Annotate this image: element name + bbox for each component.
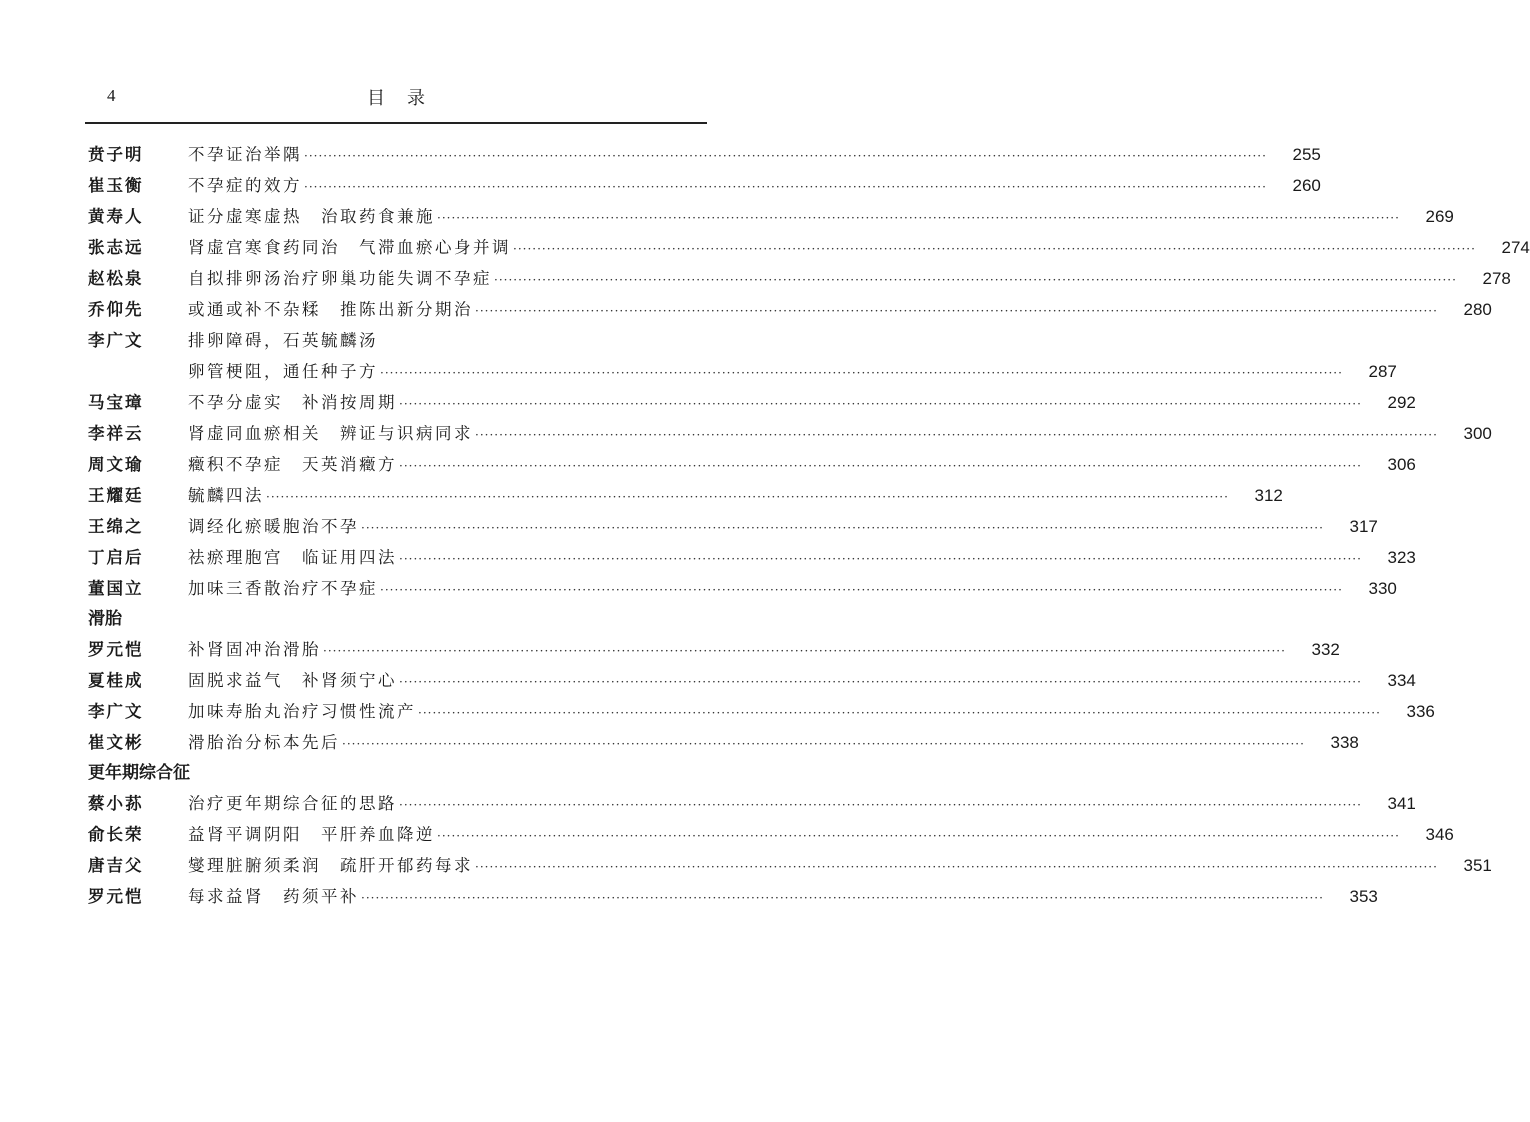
section-heading: 更年期综合征 bbox=[88, 763, 190, 783]
toc-entry bbox=[88, 418, 1492, 449]
entry-author: 俞长荣 bbox=[88, 825, 144, 844]
entry-title: 滑胎治分标本先后 bbox=[188, 733, 340, 752]
entry-author: 李广文 bbox=[88, 702, 144, 721]
entry-author: 董国立 bbox=[88, 579, 144, 598]
entry-title: 加味寿胎丸治疗习惯性流产 bbox=[188, 702, 416, 721]
toc-entry bbox=[88, 881, 1378, 912]
entry-page: 330 bbox=[1368, 579, 1397, 598]
entry-page: 287 bbox=[1368, 362, 1397, 381]
entry-title: 自拟排卵汤治疗卵巢功能失调不孕症 bbox=[188, 269, 492, 288]
entry-author: 崔玉衡 bbox=[88, 176, 144, 195]
header-rule bbox=[85, 122, 707, 124]
entry-author: 李广文 bbox=[88, 331, 144, 350]
toc-entry bbox=[88, 325, 708, 356]
entry-page: 353 bbox=[1349, 887, 1378, 906]
entry-author: 王耀廷 bbox=[88, 486, 144, 505]
entry-page: 336 bbox=[1406, 702, 1435, 721]
entry-page: 332 bbox=[1311, 640, 1340, 659]
entry-author: 丁启后 bbox=[88, 548, 144, 567]
toc-entry bbox=[88, 201, 1454, 232]
dot-leader: ········································································································································································································ bbox=[399, 459, 1362, 473]
entry-title: 肾虚同血瘀相关 辨证与识病同求 bbox=[188, 424, 473, 443]
toc-entry bbox=[88, 139, 1321, 170]
dot-leader: ········································································································································································································ bbox=[380, 366, 1343, 380]
toc-entry bbox=[88, 294, 1492, 325]
dot-leader: ········································································································································································································ bbox=[475, 428, 1438, 442]
toc-entry bbox=[88, 170, 1321, 201]
dot-leader: ········································································································································································································ bbox=[437, 829, 1400, 843]
page-number: 4 bbox=[107, 86, 116, 105]
dot-leader: ········································································································································································································ bbox=[266, 490, 1229, 504]
section-heading: 滑胎 bbox=[88, 609, 122, 629]
dot-leader: ········································································································································································································ bbox=[399, 397, 1362, 411]
entry-title: 排卵障碍，石英毓麟汤 bbox=[188, 331, 378, 350]
toc-entry bbox=[88, 665, 1416, 696]
entry-title: 祛瘀理胞宫 临证用四法 bbox=[188, 548, 397, 567]
entry-title: 毓麟四法 bbox=[188, 486, 264, 505]
entry-page: 269 bbox=[1425, 207, 1454, 226]
entry-author: 周文瑜 bbox=[88, 455, 144, 474]
entry-title: 证分虚寒虚热 治取药食兼施 bbox=[188, 207, 435, 226]
dot-leader: ········································································································································································································ bbox=[380, 583, 1343, 597]
entry-author: 张志远 bbox=[88, 238, 144, 257]
entry-author: 夏桂成 bbox=[88, 671, 144, 690]
toc-entry bbox=[88, 449, 1416, 480]
entry-title: 不孕分虚实 补消按周期 bbox=[188, 393, 397, 412]
entry-author: 崔文彬 bbox=[88, 733, 144, 752]
toc-entry bbox=[88, 542, 1416, 573]
dot-leader: ········································································································································································································ bbox=[304, 149, 1267, 163]
dot-leader: ········································································································································································································ bbox=[361, 521, 1324, 535]
entry-title: 肾虚宫寒食药同治 气滞血瘀心身并调 bbox=[188, 238, 511, 257]
toc-entry bbox=[88, 480, 1283, 511]
entry-page: 334 bbox=[1387, 671, 1416, 690]
toc-entry bbox=[88, 511, 1378, 542]
toc-entry bbox=[88, 634, 1340, 665]
entry-page: 323 bbox=[1387, 548, 1416, 567]
entry-author: 乔仰先 bbox=[88, 300, 144, 319]
dot-leader: ········································································································································································································ bbox=[361, 891, 1324, 905]
entry-title: 不孕证治举隅 bbox=[188, 145, 302, 164]
entry-title: 益肾平调阴阳 平肝养血降逆 bbox=[188, 825, 435, 844]
entry-author: 罗元恺 bbox=[88, 640, 144, 659]
entry-page: 346 bbox=[1425, 825, 1454, 844]
toc-entry bbox=[88, 356, 1397, 387]
dot-leader: ········································································································································································································ bbox=[399, 675, 1362, 689]
toc-entry bbox=[88, 232, 1530, 263]
entry-page: 260 bbox=[1292, 176, 1321, 195]
entry-author: 马宝璋 bbox=[88, 393, 144, 412]
entry-title: 加味三香散治疗不孕症 bbox=[188, 579, 378, 598]
dot-leader: ········································································································································································································ bbox=[494, 273, 1457, 287]
running-title: 目录 bbox=[367, 88, 447, 109]
dot-leader: ········································································································································································································ bbox=[513, 242, 1476, 256]
entry-page: 300 bbox=[1463, 424, 1492, 443]
toc-entry bbox=[88, 788, 1416, 819]
dot-leader: ········································································································································································································ bbox=[399, 552, 1362, 566]
dot-leader: ········································································································································································································ bbox=[418, 706, 1381, 720]
table-of-contents bbox=[88, 139, 1530, 912]
entry-page: 351 bbox=[1463, 856, 1492, 875]
toc-entry bbox=[88, 387, 1416, 418]
toc-entry bbox=[88, 819, 1454, 850]
toc-entry bbox=[88, 850, 1492, 881]
entry-title: 补肾固冲治滑胎 bbox=[188, 640, 321, 659]
entry-title: 治疗更年期综合征的思路 bbox=[188, 794, 397, 813]
entry-title: 癥积不孕症 天英消癥方 bbox=[188, 455, 397, 474]
entry-title: 固脱求益气 补肾须宁心 bbox=[188, 671, 397, 690]
entry-author: 蔡小荪 bbox=[88, 794, 144, 813]
entry-page: 341 bbox=[1387, 794, 1416, 813]
dot-leader: ········································································································································································································ bbox=[475, 860, 1438, 874]
entry-author: 黄寿人 bbox=[88, 207, 144, 226]
dot-leader: ········································································································································································································ bbox=[399, 798, 1362, 812]
entry-author: 赵松泉 bbox=[88, 269, 144, 288]
entry-title: 调经化瘀暖胞治不孕 bbox=[188, 517, 359, 536]
page-header bbox=[85, 84, 707, 114]
entry-author: 王绵之 bbox=[88, 517, 144, 536]
entry-author: 李祥云 bbox=[88, 424, 144, 443]
entry-author: 贲子明 bbox=[88, 145, 144, 164]
dot-leader: ········································································································································································································ bbox=[342, 737, 1305, 751]
entry-author: 罗元恺 bbox=[88, 887, 144, 906]
entry-page: 255 bbox=[1292, 145, 1321, 164]
entry-author: 唐吉父 bbox=[88, 856, 144, 875]
entry-title: 每求益肾 药须平补 bbox=[188, 887, 359, 906]
entry-page: 306 bbox=[1387, 455, 1416, 474]
entry-page: 292 bbox=[1387, 393, 1416, 412]
entry-title: 燮理脏腑须柔润 疏肝开郁药每求 bbox=[188, 856, 473, 875]
entry-title: 卵管梗阻，通任种子方 bbox=[188, 362, 378, 381]
entry-page: 312 bbox=[1254, 486, 1283, 505]
entry-page: 280 bbox=[1463, 300, 1492, 319]
dot-leader: ········································································································································································································ bbox=[475, 304, 1438, 318]
dot-leader: ········································································································································································································ bbox=[437, 211, 1400, 225]
toc-entry bbox=[88, 696, 1435, 727]
entry-title: 或通或补不杂糅 推陈出新分期治 bbox=[188, 300, 473, 319]
toc-entry bbox=[88, 573, 1397, 604]
dot-leader: ········································································································································································································ bbox=[304, 180, 1267, 194]
entry-page: 338 bbox=[1330, 733, 1359, 752]
toc-entry bbox=[88, 263, 1511, 294]
entry-title: 不孕症的效方 bbox=[188, 176, 302, 195]
toc-entry bbox=[88, 727, 1359, 758]
entry-page: 317 bbox=[1349, 517, 1378, 536]
entry-page: 278 bbox=[1482, 269, 1511, 288]
entry-page: 274 bbox=[1501, 238, 1530, 257]
dot-leader: ········································································································································································································ bbox=[323, 644, 1286, 658]
